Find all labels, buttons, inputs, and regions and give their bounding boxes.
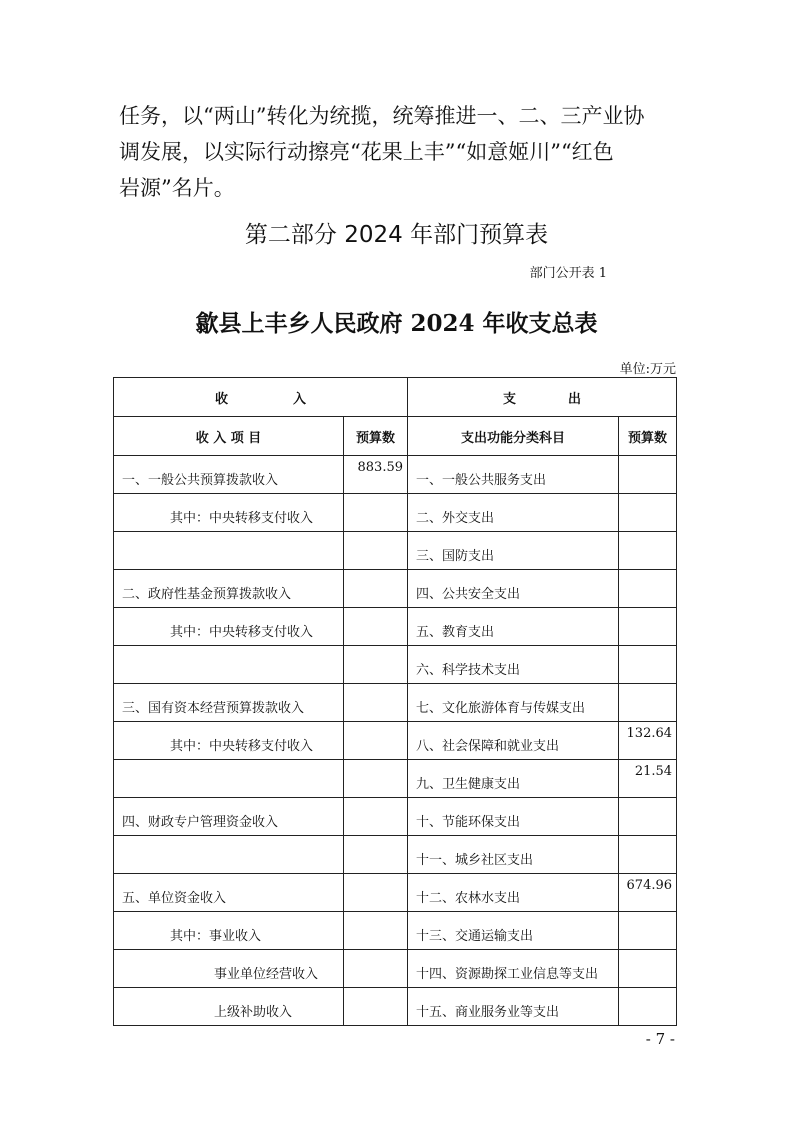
expense-item: 十一、城乡社区支出 bbox=[416, 853, 534, 868]
table-row bbox=[114, 684, 677, 722]
expense-amount-header: 预算数 bbox=[619, 417, 677, 456]
table-title: 歙县上丰乡人民政府 2024 年收支总表 bbox=[195, 310, 598, 337]
expense-item: 九、卫生健康支出 bbox=[416, 777, 521, 792]
part-title: 第二部分 2024 年部门预算表 bbox=[244, 222, 549, 248]
income-item: 四、财政专户管理资金收入 bbox=[122, 815, 279, 830]
income-item: 事业单位经营收入 bbox=[214, 967, 319, 982]
expense-amount: 132.64 bbox=[626, 726, 673, 741]
table-row bbox=[114, 912, 677, 950]
income-amount: 883.59 bbox=[357, 460, 404, 475]
expense-item: 六、科学技术支出 bbox=[416, 663, 521, 678]
page-number: - 7 - bbox=[645, 1030, 675, 1048]
income-item: 其中：中央转移支付收入 bbox=[170, 511, 314, 526]
expense-item: 十、节能环保支出 bbox=[416, 815, 521, 830]
table-row bbox=[114, 760, 677, 798]
intro-paragraph bbox=[119, 98, 679, 206]
expense-item-header: 支出功能分类科目 bbox=[408, 417, 619, 456]
table-row bbox=[114, 608, 677, 646]
expense-item: 一、一般公共服务支出 bbox=[416, 473, 547, 488]
expense-header: 支 出 bbox=[408, 378, 677, 417]
income-item: 一、一般公共预算拨款收入 bbox=[122, 473, 279, 488]
table-row bbox=[114, 874, 677, 912]
expense-item: 四、公共安全支出 bbox=[416, 587, 521, 602]
expense-item: 十三、交通运输支出 bbox=[416, 929, 534, 944]
expense-amount: 21.54 bbox=[634, 764, 673, 779]
income-header: 收 入 bbox=[114, 378, 408, 417]
intro-line: 任务，以“两山”转化为统揽，统筹推进一、二、三产业协 bbox=[119, 104, 645, 128]
table-row bbox=[114, 950, 677, 988]
table-row bbox=[114, 836, 677, 874]
income-item-header: 收 入 项 目 bbox=[114, 417, 344, 456]
income-amount-header: 预算数 bbox=[344, 417, 408, 456]
expense-item: 三、国防支出 bbox=[416, 549, 495, 564]
income-item: 其中：事业收入 bbox=[170, 929, 262, 944]
table-row bbox=[114, 798, 677, 836]
budget-table bbox=[113, 377, 677, 1026]
expense-item: 十二、农林水支出 bbox=[416, 891, 521, 906]
expense-item: 十四、资源勘探工业信息等支出 bbox=[416, 967, 599, 982]
income-item: 三、国有资本经营预算拨款收入 bbox=[122, 701, 305, 716]
table-row bbox=[114, 646, 677, 684]
table-row bbox=[114, 456, 677, 494]
table-row bbox=[114, 722, 677, 760]
table-row bbox=[114, 988, 677, 1026]
expense-item: 八、社会保障和就业支出 bbox=[416, 739, 560, 754]
income-item: 二、政府性基金预算拨款收入 bbox=[122, 587, 292, 602]
expense-amount: 674.96 bbox=[626, 878, 673, 893]
intro-line: 调发展，以实际行动擦亮“花果上丰”“如意姬川”“红色 bbox=[119, 140, 614, 164]
intro-line: 岩源”名片。 bbox=[119, 176, 235, 200]
table-row bbox=[114, 570, 677, 608]
expense-item: 七、文化旅游体育与传媒支出 bbox=[416, 701, 586, 716]
table-number: 部门公开表 1 bbox=[529, 266, 607, 281]
income-item: 五、单位资金收入 bbox=[122, 891, 227, 906]
expense-item: 十五、商业服务业等支出 bbox=[416, 1005, 560, 1020]
expense-item: 五、教育支出 bbox=[416, 625, 495, 640]
table-row bbox=[114, 494, 677, 532]
income-item: 其中：中央转移支付收入 bbox=[170, 625, 314, 640]
unit-label: 单位:万元 bbox=[619, 362, 676, 377]
table-row bbox=[114, 532, 677, 570]
income-item: 其中：中央转移支付收入 bbox=[170, 739, 314, 754]
expense-item: 二、外交支出 bbox=[416, 511, 495, 526]
income-item: 上级补助收入 bbox=[214, 1005, 293, 1020]
